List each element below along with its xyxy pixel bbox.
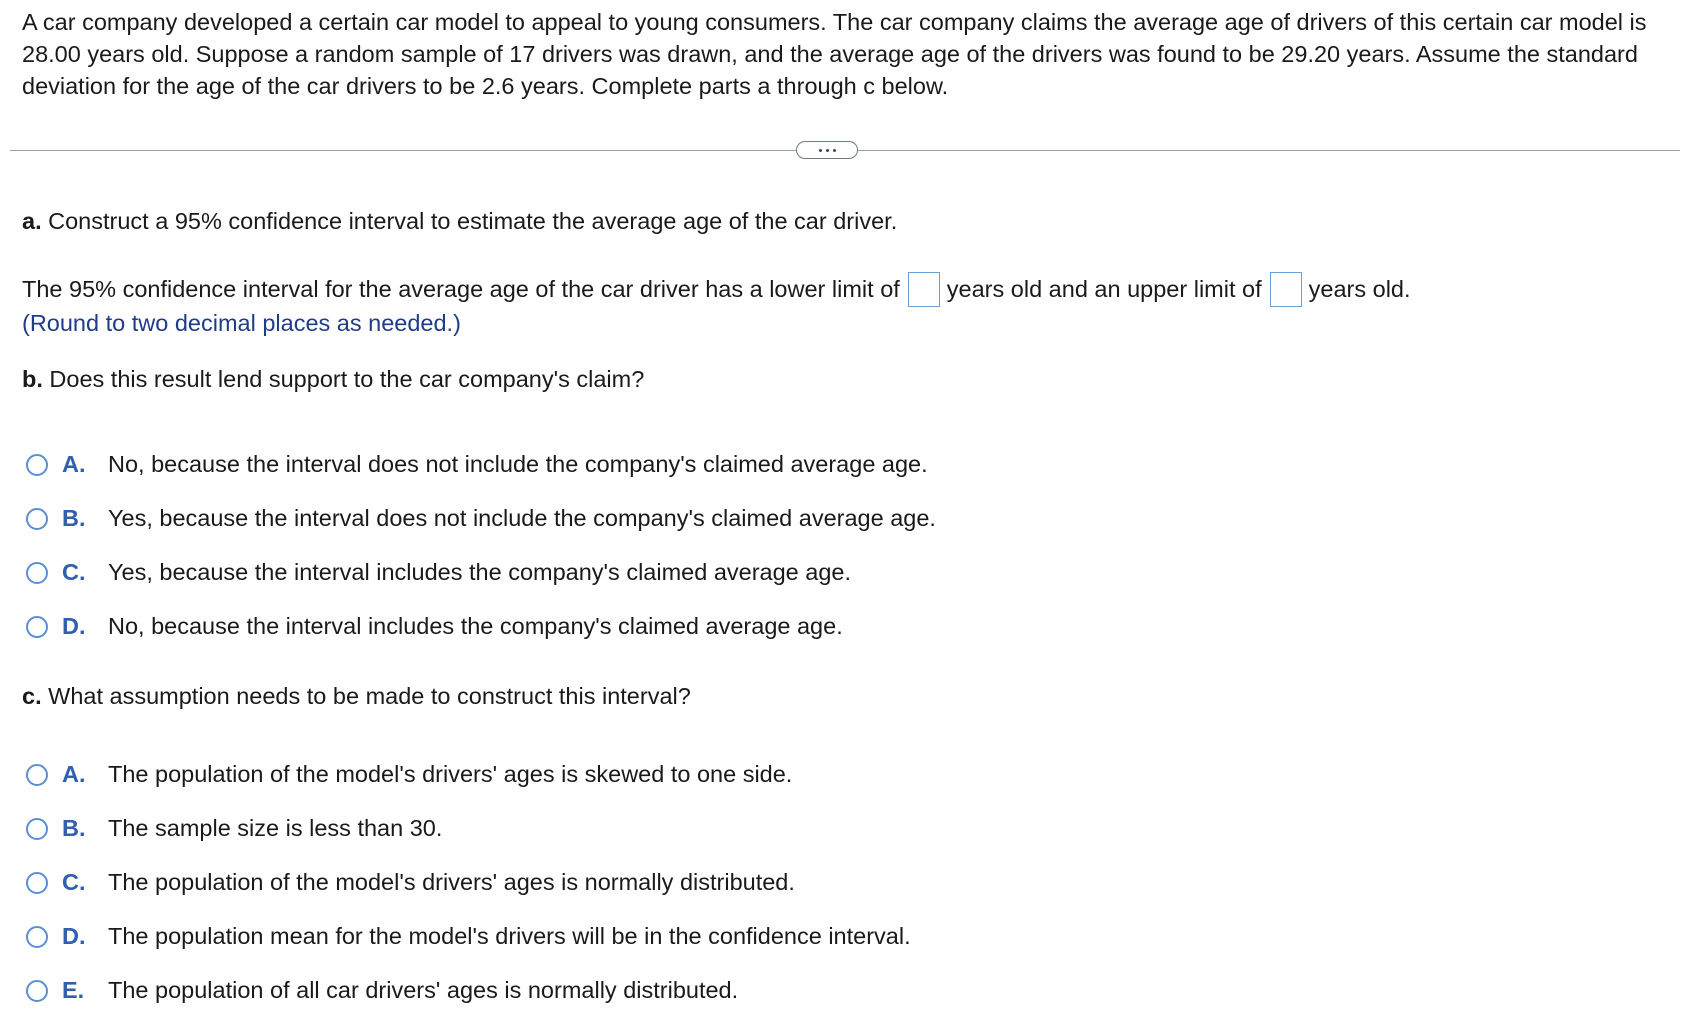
part-a-question-text: Construct a 95% confidence interval to estimate the average age of the car driver. bbox=[41, 208, 898, 234]
dot-icon bbox=[833, 149, 836, 152]
option-text: No, because the interval includes the company's claimed average age. bbox=[108, 613, 843, 639]
part-b-option-b[interactable] bbox=[26, 505, 936, 532]
part-c-option-e[interactable] bbox=[26, 977, 738, 1004]
part-c-option-b[interactable] bbox=[26, 815, 442, 842]
part-c-question bbox=[22, 683, 691, 710]
radio-button[interactable] bbox=[26, 818, 48, 840]
option-letter: B. bbox=[62, 505, 86, 531]
radio-button[interactable] bbox=[26, 980, 48, 1002]
dot-icon bbox=[826, 149, 829, 152]
option-letter: C. bbox=[62, 559, 86, 585]
radio-button[interactable] bbox=[26, 764, 48, 786]
part-b-option-a[interactable] bbox=[26, 451, 928, 478]
option-text: The population of all car drivers' ages is normally distributed. bbox=[108, 977, 739, 1003]
part-b-option-c[interactable] bbox=[26, 559, 851, 586]
option-text: Yes, because the interval includes the company's claimed average age. bbox=[108, 559, 852, 585]
option-letter: E. bbox=[62, 977, 85, 1003]
option-letter: B. bbox=[62, 815, 86, 841]
part-c-option-a[interactable] bbox=[26, 761, 792, 788]
problem-statement: A car company developed a certain car model to appeal to young consumers. The car company claims the average age of drivers of this certain car model is 28.00 years old. Suppose a random sample of 17 drivers was drawn, and the average age of the drivers was found to be 29.20 years. Assume the standard deviation for the age of the car drivers to be 2.6 years. Complete parts a through c below. bbox=[22, 9, 1647, 99]
answer-sentence-end: years old. bbox=[1308, 276, 1411, 302]
radio-button[interactable] bbox=[26, 454, 48, 476]
radio-button[interactable] bbox=[26, 562, 48, 584]
part-c-label: c. bbox=[22, 683, 42, 709]
part-c-option-d[interactable] bbox=[26, 923, 911, 950]
option-letter: D. bbox=[62, 923, 86, 949]
part-b-option-d[interactable] bbox=[26, 613, 843, 640]
part-b-question bbox=[22, 366, 644, 393]
radio-button[interactable] bbox=[26, 508, 48, 530]
option-text: The population mean for the model's drivers will be in the confidence interval. bbox=[108, 923, 911, 949]
part-c-question-text: What assumption needs to be made to construct this interval? bbox=[41, 683, 691, 709]
part-a-answer-sentence bbox=[22, 272, 1411, 307]
expand-more-button[interactable] bbox=[796, 141, 858, 159]
option-letter: A. bbox=[62, 451, 86, 477]
answer-sentence-start: The 95% confidence interval for the average age of the car driver has a lower limit of bbox=[22, 276, 900, 302]
part-b-label: b. bbox=[22, 366, 43, 392]
answer-sentence-mid: years old and an upper limit of bbox=[946, 276, 1262, 302]
radio-button[interactable] bbox=[26, 616, 48, 638]
upper-limit-input[interactable] bbox=[1270, 272, 1302, 307]
option-text: Yes, because the interval does not include the company's claimed average age. bbox=[108, 505, 936, 531]
option-letter: C. bbox=[62, 869, 86, 895]
part-a-label: a. bbox=[22, 208, 42, 234]
dot-icon bbox=[819, 149, 822, 152]
lower-limit-input[interactable] bbox=[908, 272, 940, 307]
option-text: The sample size is less than 30. bbox=[108, 815, 443, 841]
radio-button[interactable] bbox=[26, 926, 48, 948]
part-c-option-c[interactable] bbox=[26, 869, 795, 896]
part-b-question-text: Does this result lend support to the car company's claim? bbox=[42, 366, 645, 392]
option-text: No, because the interval does not include the company's claimed average age. bbox=[108, 451, 928, 477]
option-letter: A. bbox=[62, 761, 86, 787]
radio-button[interactable] bbox=[26, 872, 48, 894]
option-letter: D. bbox=[62, 613, 86, 639]
part-a-question bbox=[22, 208, 897, 235]
option-text: The population of the model's drivers' ages is normally distributed. bbox=[108, 869, 795, 895]
option-text: The population of the model's drivers' ages is skewed to one side. bbox=[108, 761, 793, 787]
rounding-hint: (Round to two decimal places as needed.) bbox=[22, 310, 461, 336]
